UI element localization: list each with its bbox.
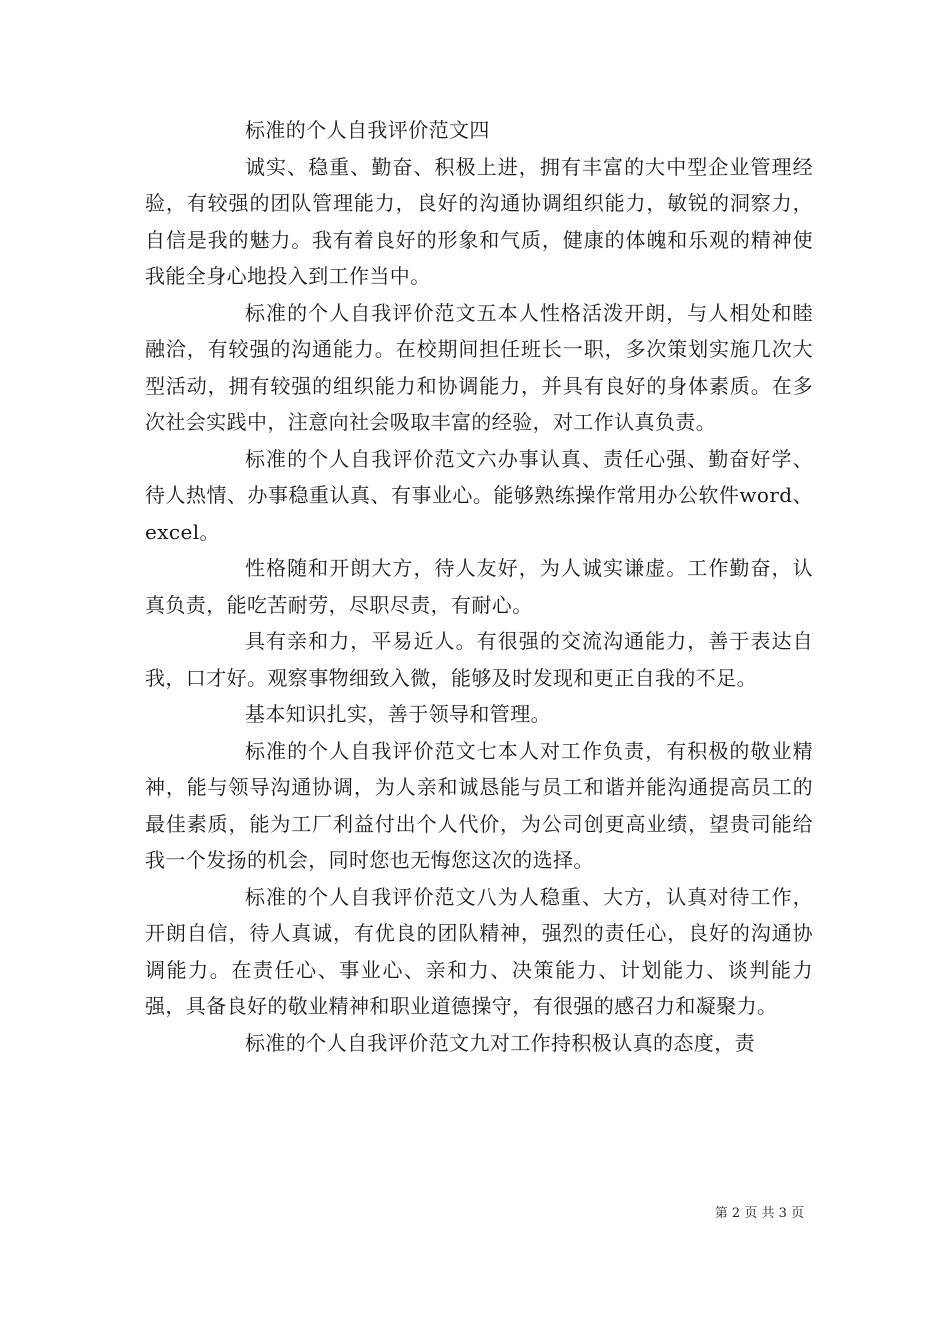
page-number-footer: 第 2 页 共 3 页 — [714, 1206, 804, 1221]
paragraph: 标准的个人自我评价范文五本人性格活泼开朗，与人相处和睦融洽，有较强的沟通能力。在校期间担任班长一职，多次策划实施几次大型活动，拥有较强的组织能力和协调能力，并具有良好的身体素质。在多次社会实践中，注意向社会吸取丰富的经验，对工作认真负责。 — [145, 300, 813, 434]
paragraph: 具有亲和力，平易近人。有很强的交流沟通能力，善于表达自我，口才好。观察事物细致入微，能够及时发现和更正自我的不足。 — [145, 629, 813, 690]
paragraph: 性格随和开朗大方，待人友好，为人诚实谦虚。工作勤奋，认真负责，能吃苦耐劳，尽职尽责，有耐心。 — [145, 556, 813, 617]
paragraph: 标准的个人自我评价范文六办事认真、责任心强、勤奋好学、待人热情、办事稳重认真、有事业心。能够熟练操作常用办公软件word、excel。 — [145, 446, 813, 544]
paragraph: 标准的个人自我评价范文七本人对工作负责，有积极的敬业精神，能与领导沟通协调，为人亲和诚恳能与员工和谐并能沟通提高员工的最佳素质，能为工厂利益付出个人代价，为公司创更高业绩，望贵司能给我一个发扬的机会，同时您也无悔您这次的选择。 — [145, 738, 813, 872]
paragraph: 标准的个人自我评价范文九对工作持积极认真的态度，责 — [245, 1030, 755, 1055]
paragraph: 基本知识扎实，善于领导和管理。 — [245, 702, 551, 726]
paragraph: 诚实、稳重、勤奋、积极上进，拥有丰富的大中型企业管理经验，有较强的团队管理能力，良好的沟通协调组织能力，敏锐的洞察力，自信是我的魅力。我有着良好的形象和气质，健康的体魄和乐观的精神使我能全身心地投入到工作当中。 — [145, 154, 813, 288]
document-body — [145, 112, 813, 1061]
paragraph: 标准的个人自我评价范文八为人稳重、大方，认真对待工作，开朗自信，待人真诚，有优良的团队精神，强烈的责任心，良好的沟通协调能力。在责任心、事业心、亲和力、决策能力、计划能力、谈判能力强，具备良好的敬业精神和职业道德操守，有很强的感召力和凝聚力。 — [145, 884, 813, 1018]
paragraph-heading-four: 标准的个人自我评价范文四 — [245, 118, 490, 142]
